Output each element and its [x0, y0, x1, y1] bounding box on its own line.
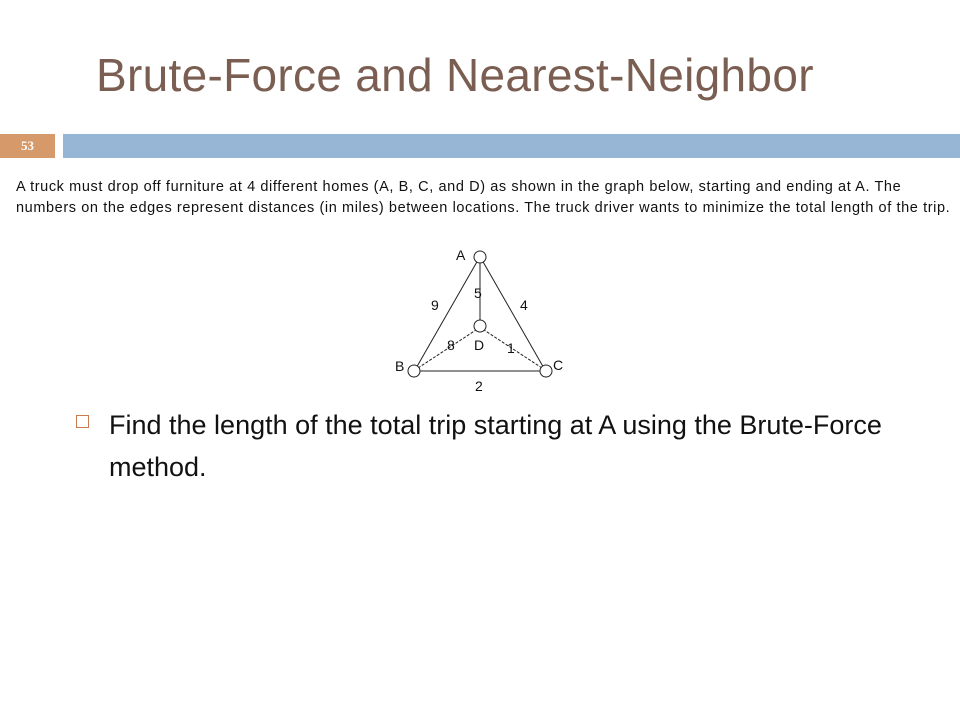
edge-a-b [415, 260, 478, 370]
node-label-d: D [474, 337, 485, 353]
square-bullet-icon [76, 415, 89, 428]
edge-weight-a-c: 4 [520, 297, 528, 313]
node-c [540, 365, 552, 377]
node-label-b: B [395, 358, 405, 374]
edge-weight-c-d: 1 [507, 340, 515, 356]
edge-weight-b-c: 2 [475, 378, 483, 394]
problem-statement: A truck must drop off furniture at 4 different homes (A, B, C, and D) as shown in the graph below, starting and ending at A. The numbers on the edges represent distances (in miles) between locations. The truck driver wants to minimize the total length of the trip. [16, 179, 951, 216]
node-d [474, 320, 486, 332]
node-label-a: A [456, 247, 466, 263]
edge-weight-a-d: 5 [474, 285, 482, 301]
distance-graph [390, 240, 580, 400]
edge-weight-b-d: 8 [447, 337, 455, 353]
title-divider-bar [63, 134, 960, 158]
node-label-c: C [553, 357, 564, 373]
bullet-text: Find the length of the total trip starting at A using the Brute-Force method. [109, 410, 882, 482]
edge-weight-a-b: 9 [431, 297, 439, 313]
node-b [408, 365, 420, 377]
node-a [474, 251, 486, 263]
slide-title: Brute-Force and Nearest-Neighbor [96, 49, 814, 101]
slide-number: 53 [0, 134, 55, 158]
